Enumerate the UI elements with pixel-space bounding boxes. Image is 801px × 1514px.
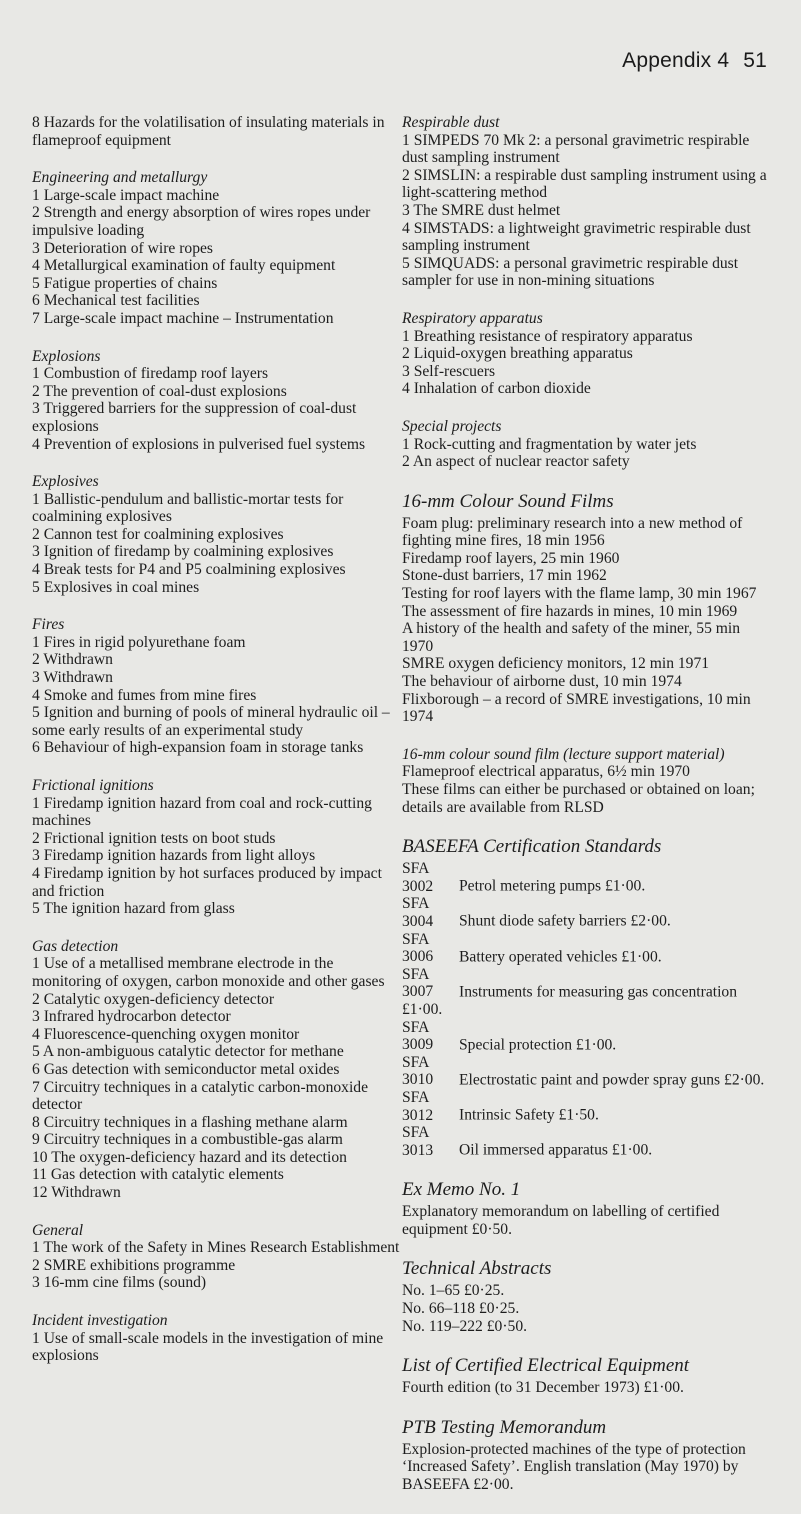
section-general <box>32 1222 402 1292</box>
table-row <box>402 1019 774 1054</box>
list-item: 1 Breathing resistance of respiratory apparatus <box>402 327 693 345</box>
table-row <box>402 1124 774 1159</box>
section-respiratory-apparatus <box>402 310 774 398</box>
list-item: 7 Circuitry techniques in a catalytic carbon-monoxide detector <box>32 1078 369 1114</box>
list-item: 4 Metallurgical examination of faulty equipment <box>32 257 336 275</box>
list-item: 1 Rock-cutting and fragmentation by water jets <box>402 435 697 453</box>
list-item: 5 SIMQUADS: a personal gravimetric respirable dust sampler for use in non-mining situations <box>402 254 739 290</box>
list-item: 4 Fluorescence-quenching oxygen monitor <box>32 1025 300 1043</box>
list-item: SMRE oxygen deficiency monitors, 12 min 1971 <box>402 655 710 673</box>
section-baseefa <box>402 836 774 1159</box>
list-item: Explosion-protected machines of the type of protection ‘Increased Safety’. English translation (May 1970) by BASEEFA £2·00. <box>402 1440 746 1494</box>
list-item: 6 Behaviour of high-expansion foam in storage tanks <box>32 739 364 757</box>
standard-text: Special protection £1·00. <box>459 1036 617 1054</box>
standard-code: SFA 3006 <box>402 930 434 966</box>
section-title: Technical Abstracts <box>402 1258 552 1280</box>
list-item: 3 Withdrawn <box>32 669 113 687</box>
section-title: Incident investigation <box>32 1312 168 1330</box>
standard-code: SFA 3004 <box>402 895 434 930</box>
section-title: Special projects <box>402 417 502 435</box>
table-row <box>402 966 774 1019</box>
list-item: 11 Gas detection with catalytic elements <box>32 1166 284 1184</box>
header-title: Appendix 4 <box>622 49 730 72</box>
section-engineering <box>32 169 402 327</box>
list-item: No. 119–222 £0·50. <box>402 1317 528 1335</box>
page-header <box>622 49 767 72</box>
list-item: 3 Firedamp ignition hazards from light alloys <box>32 847 316 865</box>
list-item: 3 Self-rescuers <box>402 362 496 380</box>
table-row <box>402 931 774 966</box>
section-certified-equipment <box>402 1355 774 1397</box>
section-title: PTB Testing Memorandum <box>402 1416 607 1438</box>
list-item: The behaviour of airborne dust, 10 min 1974 <box>402 673 682 691</box>
section-title: Frictional ignitions <box>32 777 154 794</box>
list-item: 2 The prevention of coal-dust explosions <box>32 382 287 400</box>
list-item: Firedamp roof layers, 25 min 1960 <box>402 549 620 567</box>
list-item: 5 Explosives in coal mines <box>32 578 200 596</box>
section-incident-investigation <box>32 1312 402 1365</box>
section-title: 16-mm Colour Sound Films <box>402 490 614 512</box>
list-item: 4 Smoke and fumes from mine fires <box>32 686 257 704</box>
list-item: Testing for roof layers with the flame lamp, 30 min 1967 <box>402 585 757 603</box>
list-item: 2 An aspect of nuclear reactor safety <box>402 453 630 471</box>
table-row <box>402 1054 774 1089</box>
list-item: 9 Circuitry techniques in a combustible-gas alarm <box>32 1131 343 1149</box>
table-row <box>402 895 774 930</box>
list-item: 1 Fires in rigid polyurethane foam <box>32 633 246 651</box>
section-ex-memo <box>402 1179 774 1238</box>
list-item: 1 Use of a metallised membrane electrode in the monitoring of oxygen, carbon monoxide and other gases <box>32 955 385 990</box>
standard-code: SFA 3007 <box>402 965 434 1001</box>
table-row <box>402 1089 774 1124</box>
list-item: Explanatory memorandum on labelling of certified equipment £0·50. <box>402 1203 720 1238</box>
list-item: No. 1–65 £0·25. <box>402 1282 505 1300</box>
list-item: 5 Ignition and burning of pools of mineral hydraulic oil – some early results of an experimental study <box>32 704 390 739</box>
standard-text: Oil immersed apparatus £1·00. <box>459 1141 653 1159</box>
section-films <box>402 491 774 726</box>
list-item: 4 SIMSTADS: a lightweight gravimetric respirable dust sampling instrument <box>402 219 751 255</box>
list-item: Foam plug: preliminary research into a new method of fighting mine fires, 18 min 1956 <box>402 514 743 550</box>
standard-text: Battery operated vehicles £1·00. <box>459 948 662 966</box>
section-explosions <box>32 348 402 454</box>
section-technical-abstracts <box>402 1258 774 1335</box>
list-item: 10 The oxygen-deficiency hazard and its detection <box>32 1148 347 1166</box>
list-item: 4 Break tests for P4 and P5 coalmining explosives <box>32 561 346 579</box>
list-item: 3 16-mm cine films (sound) <box>32 1274 207 1292</box>
section-fires <box>32 616 402 757</box>
list-item: 4 Prevention of explosions in pulverised fuel systems <box>32 435 366 453</box>
section-title: Engineering and metallurgy <box>32 169 208 187</box>
list-item: 2 SIMSLIN: a respirable dust sampling instrument using a light-scattering method <box>402 166 767 202</box>
standard-code: SFA 3013 <box>402 1124 434 1159</box>
section-title: 16-mm colour sound film (lecture support material) <box>402 745 725 763</box>
list-item: A history of the health and safety of the miner, 55 min 1970 <box>402 620 741 655</box>
section-title: Explosives <box>32 473 99 491</box>
left-column <box>32 114 402 1385</box>
section-title: Gas detection <box>32 937 119 955</box>
table-row <box>402 860 774 895</box>
list-item: 2 Cannon test for coalmining explosives <box>32 525 284 543</box>
section-title: Respiratory apparatus <box>402 309 543 327</box>
list-item: Fourth edition (to 31 December 1973) £1·00. <box>402 1379 684 1397</box>
section-title: Fires <box>32 616 65 634</box>
list-item: 7 Large-scale impact machine – Instrumentation <box>32 309 334 327</box>
section-title: Respirable dust <box>402 114 500 131</box>
section-ptb-memorandum <box>402 1417 774 1494</box>
section-explosives <box>32 473 402 596</box>
list-item: 2 Strength and energy absorption of wires ropes under impulsive loading <box>32 204 371 239</box>
section-title: List of Certified Electrical Equipment <box>402 1355 690 1377</box>
list-item: 4 Inhalation of carbon dioxide <box>402 380 591 398</box>
right-column <box>402 114 774 1514</box>
list-item: The assessment of fire hazards in mines, 10 min 1969 <box>402 602 738 620</box>
list-item: 5 Fatigue properties of chains <box>32 274 218 292</box>
list-item: 3 Infrared hydrocarbon detector <box>32 1008 231 1026</box>
standard-text: Instruments for measuring gas concentration £1·00. <box>402 983 738 1018</box>
list-item: 2 Liquid-oxygen breathing apparatus <box>402 345 633 363</box>
list-item: 5 The ignition hazard from glass <box>32 900 235 918</box>
standard-code: SFA 3012 <box>402 1088 434 1124</box>
standard-code: SFA 3010 <box>402 1053 434 1089</box>
section-film-support <box>402 746 774 816</box>
list-item: 3 Ignition of firedamp by coalmining explosives <box>32 543 334 561</box>
section-special-projects <box>402 418 774 471</box>
list-item: 2 Catalytic oxygen-deficiency detector <box>32 990 275 1008</box>
list-item: 1 Firedamp ignition hazard from coal and rock-cutting machines <box>32 794 372 830</box>
list-item: 2 Withdrawn <box>32 651 113 669</box>
section-gas-detection <box>32 938 402 1202</box>
standard-text: Intrinsic Safety £1·50. <box>459 1106 599 1124</box>
list-item: No. 66–118 £0·25. <box>402 1300 520 1318</box>
list-item: 2 SMRE exhibitions programme <box>32 1256 236 1274</box>
list-item: Flameproof electrical apparatus, 6½ min 1970 <box>402 763 690 781</box>
section-title: General <box>32 1221 84 1239</box>
list-item: Stone-dust barriers, 17 min 1962 <box>402 567 607 585</box>
list-item: 6 Mechanical test facilities <box>32 292 200 310</box>
list-item: 1 Combustion of firedamp roof layers <box>32 365 269 383</box>
list-item: 1 The work of the Safety in Mines Research Establishment <box>32 1239 400 1257</box>
standard-text: Shunt diode safety barriers £2·00. <box>459 912 671 930</box>
list-item: 6 Gas detection with semiconductor metal oxides <box>32 1060 340 1078</box>
list-item: 1 Ballistic-pendulum and ballistic-mortar tests for coalmining explosives <box>32 490 344 526</box>
list-item: These films can either be purchased or obtained on loan; details are available from RLSD <box>402 781 755 816</box>
standard-text: Electrostatic paint and powder spray guns £2·00. <box>459 1071 765 1089</box>
standard-code: SFA 3002 <box>402 860 434 895</box>
list-item: 3 Deterioration of wire ropes <box>32 239 213 257</box>
list-item: 1 Use of small-scale models in the investigation of mine explosions <box>32 1329 384 1365</box>
list-item: 12 Withdrawn <box>32 1184 121 1202</box>
section-respirable-dust <box>402 114 774 290</box>
section-title: Explosions <box>32 347 101 365</box>
list-item: 1 SIMPEDS 70 Mk 2: a personal gravimetric respirable dust sampling instrument <box>402 131 750 167</box>
section-title: Ex Memo No. 1 <box>402 1179 521 1201</box>
section-frictional-ignitions <box>32 777 402 918</box>
list-item: 3 Triggered barriers for the suppression of coal-dust explosions <box>32 400 357 435</box>
intro-item: 8 Hazards for the volatilisation of insulating materials in flameproof equipment <box>32 114 385 149</box>
list-item: 2 Frictional ignition tests on boot studs <box>32 829 276 847</box>
list-item: Flixborough – a record of SMRE investigations, 10 min 1974 <box>402 690 751 726</box>
standard-code: SFA 3009 <box>402 1018 434 1054</box>
page-number: 51 <box>743 49 767 72</box>
list-item: 1 Large-scale impact machine <box>32 186 220 204</box>
list-item: 4 Firedamp ignition by hot surfaces produced by impact and friction <box>32 864 382 900</box>
list-item: 5 A non-ambiguous catalytic detector for methane <box>32 1043 344 1061</box>
standard-text: Petrol metering pumps £1·00. <box>459 877 646 895</box>
list-item: 3 The SMRE dust helmet <box>402 201 561 219</box>
list-item: 8 Circuitry techniques in a flashing methane alarm <box>32 1113 348 1131</box>
section-title: BASEEFA Certification Standards <box>402 836 662 858</box>
